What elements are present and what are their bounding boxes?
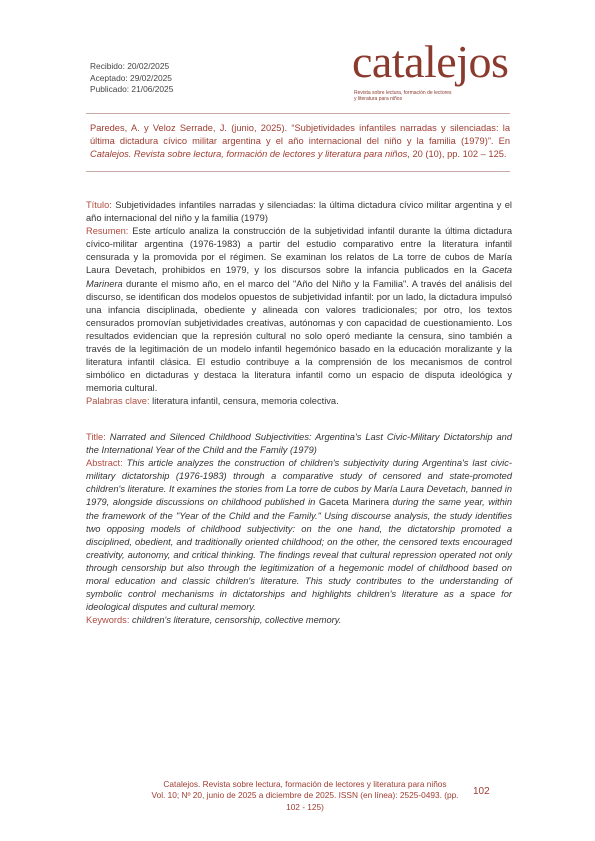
spanish-title bbox=[86, 199, 512, 225]
catalejos-logo bbox=[352, 36, 509, 106]
publication-dates bbox=[90, 61, 173, 96]
spanish-abstract bbox=[86, 225, 512, 395]
english-keywords bbox=[86, 614, 512, 627]
spanish-keywords bbox=[86, 395, 512, 408]
logo-subtitle bbox=[354, 90, 452, 102]
keywords-label: Keywords: bbox=[86, 615, 130, 626]
logo-subtitle-line1: Revista sobre lectura, formación de lectores bbox=[354, 90, 452, 96]
abstract-text-part1: Este artículo analiza la construcción de la subjetividad infantil durante la última dictadura cívico-militar argentina (1976-1983) a partir del estudio comparativo entre la literatura infantil censurada y la promovida por el régimen. Se examinan los relatos de La torre de cubos de María Laura Devetach, prohibidos en 1979, y los discursos sobre la infancia publicados en la bbox=[86, 226, 512, 276]
top-divider bbox=[86, 113, 510, 114]
title-label: Título: bbox=[86, 200, 112, 210]
published-date: Publicado: 21/06/2025 bbox=[90, 84, 174, 94]
accepted-date: Aceptado: 29/02/2025 bbox=[90, 72, 172, 83]
title-text: Narrated and Silenced Childhood Subjectivities: Argentina's Last Civic-Military Dictatorship and the International Year of the Child and the Family (1979) bbox=[86, 432, 512, 456]
abstract-text-part1: This article analyzes the construction of children's subjectivity during Argentina's last civic-military dictatorship (1976-1983) through a comparative study of censored and state-promoted children's literature. It examines the stories from La torre de cubos by María Laura Devetach, banned in 1979, alongside discussions on childhood published in bbox=[86, 458, 512, 508]
logo-subtitle-line2: y literatura para niños bbox=[354, 96, 403, 102]
citation-divider bbox=[86, 171, 510, 172]
citation-block bbox=[90, 122, 510, 161]
english-abstract bbox=[86, 457, 512, 614]
spanish-section bbox=[86, 199, 512, 409]
citation-journal: Catalejos. Revista sobre lectura, formación de lectores y literatura para niños bbox=[90, 149, 408, 160]
abstract-label: Abstract: bbox=[86, 458, 123, 469]
abstract-journal-name: Gaceta Marinera bbox=[86, 265, 512, 289]
english-title bbox=[86, 431, 512, 457]
citation-issue: , 20 (10), pp. 102 – 125. bbox=[407, 149, 507, 160]
logo-wordmark: catalejos bbox=[352, 36, 509, 87]
keywords-text: children's literature, censorship, collective memory. bbox=[129, 615, 342, 626]
english-section bbox=[86, 431, 512, 627]
footer-journal: Catalejos. Revista sobre lectura, formación de lectores y literatura para niños bbox=[163, 779, 447, 789]
title-text: Subjetividades infantiles narradas y silenciadas: la última dictadura cívico militar argentina y el año internacional del niño y la familia (1979) bbox=[86, 200, 512, 224]
keywords-text: literatura infantil, censura, memoria colectiva. bbox=[149, 396, 339, 407]
abstract-text-part2: during the same year, within the framework of the "Year of the Child and the Family." Using discourse analysis, the study identifies two opposing models of childhood subjectivity: on the one hand, the dictatorship promoted a disciplined, obedient, and traditionally oriented childhood; on the other, the censored texts encouraged creativity, autonomy, and critical thinking. The findings reveal that cultural repression operated not only through censorship but also through the legitimization of a hegemonic model of childhood based on moral education and classic children's literature. This study contributes to the understanding of symbolic control mechanisms in dictatorships and highlights children's literature as a space for ideological disputes and cultural memory. bbox=[86, 497, 512, 613]
page-footer bbox=[150, 779, 460, 813]
abstract-label: Resumen: bbox=[86, 226, 129, 237]
keywords-label: Palabras clave: bbox=[86, 396, 150, 407]
footer-volume: Vol. 10; Nº 20, junio de 2025 a diciembre de 2025. ISSN (en línea): 2525-0493. (pp. 102 - 125) bbox=[151, 790, 459, 812]
page-number: 102 bbox=[473, 786, 490, 797]
citation-authors: Paredes, A. y Veloz Serrade, J. (junio, 2025). “Subjetividades infantiles narradas y silenciadas: la última dictadura cívico militar argentina y el año internacional del niño y la familia (1979)”. En bbox=[90, 123, 510, 147]
abstract-text-part2: durante el mismo año, en el marco del "Año del Niño y la Familia". A través del análisis del discurso, se identifican dos modelos opuestos de subjetividad infantil: por un lado, la dictadura impulsó una infancia disciplinada, obediente y alineada con valores tradicionales; por otro, los textos censurados promovían subjetividades creativas, autónomas y con capacidad de cuestionamiento. Los resultados evidencian que la represión cultural no solo operó mediante la censura, sino también a través de la legitimación de un modelo infantil hegemónico basado en la educación moralizante y la literatura infantil clásica. El estudio contribuye a la comprensión de los mecanismos de control simbólico en dictaduras y destaca la literatura infantil como un espacio de disputa ideológica y memoria cultural. bbox=[86, 278, 512, 394]
abstract-journal-name: Gaceta Marinera bbox=[318, 497, 390, 508]
received-date: Recibido: 20/02/2025 bbox=[90, 61, 170, 71]
title-label: Title: bbox=[86, 432, 106, 442]
